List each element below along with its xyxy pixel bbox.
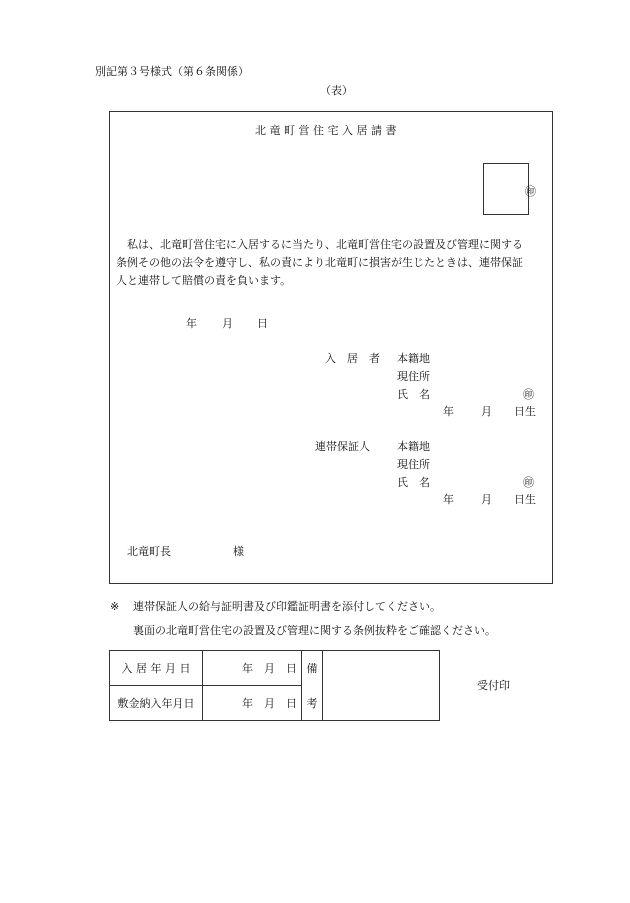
- declaration-line: 人と連帯して賠償の責を負います。: [116, 274, 292, 287]
- guarantor-role: 連帯保証人: [315, 440, 370, 453]
- addressee: 北竜町長: [127, 545, 171, 558]
- tenant-role: 入 居 者: [325, 352, 380, 365]
- deposit-date-value: 年 月 日: [203, 686, 302, 721]
- receipt-stamp-label: 受付印: [477, 679, 510, 692]
- tenant-birth-day: 日生: [514, 405, 536, 418]
- guarantor-birth-year: 年: [443, 493, 454, 506]
- guarantor-seal-mark: ㊞: [523, 476, 534, 489]
- remarks-label-bottom: 考: [302, 686, 323, 721]
- deposit-date-label: 敷金納入年月日: [110, 686, 203, 721]
- guarantor-address-label: 現住所: [397, 458, 430, 471]
- date-day: 日: [257, 317, 268, 330]
- move-in-date-value: 年 月 日: [203, 651, 302, 686]
- note-mark: ※: [110, 600, 120, 613]
- table-row: [110, 651, 440, 686]
- note-line-1: 連帯保証人の給与証明書及び印鑑証明書を添付してください。: [133, 600, 441, 613]
- remarks-label-top: 備: [302, 651, 323, 686]
- note-line-2: 裏面の北竜町営住宅の設置及び管理に関する条例抜粋をご確認ください。: [133, 624, 496, 637]
- remarks-field: [323, 651, 440, 721]
- seal-box: [483, 163, 529, 215]
- side-indicator: （表）: [320, 84, 353, 97]
- tenant-seal-mark: ㊞: [523, 388, 534, 401]
- guarantor-birth-day: 日生: [514, 493, 536, 506]
- tenant-address-label: 現住所: [397, 370, 430, 383]
- tenant-domicile-label: 本籍地: [397, 352, 430, 365]
- move-in-date-label: 入 居 年 月 日: [110, 651, 203, 686]
- form-reference: 別記第３号様式（第６条関係）: [95, 65, 249, 78]
- date-month: 月: [222, 317, 233, 330]
- declaration-line: 私は、北竜町営住宅に入居するに当たり、北竜町営住宅の設置及び管理に関する: [116, 238, 523, 251]
- tenant-birth-year: 年: [443, 405, 454, 418]
- tenant-birth-month: 月: [481, 405, 492, 418]
- date-year: 年: [186, 317, 197, 330]
- seal-box-mark: ㊞: [525, 185, 536, 198]
- guarantor-birth-month: 月: [481, 493, 492, 506]
- guarantor-name-label: 氏 名: [397, 476, 430, 489]
- honorific: 様: [233, 545, 244, 558]
- tenant-name-label: 氏 名: [397, 388, 430, 401]
- declaration-line: 条例その他の法令を遵守し、私の責により北竜町に損害が生じたときは、連帯保証: [116, 256, 523, 269]
- office-use-table: [109, 650, 440, 721]
- guarantor-domicile-label: 本籍地: [397, 440, 430, 453]
- declaration-text: [116, 236, 548, 290]
- form-title: 北 竜 町 営 住 宅 入 居 請 書: [255, 124, 397, 137]
